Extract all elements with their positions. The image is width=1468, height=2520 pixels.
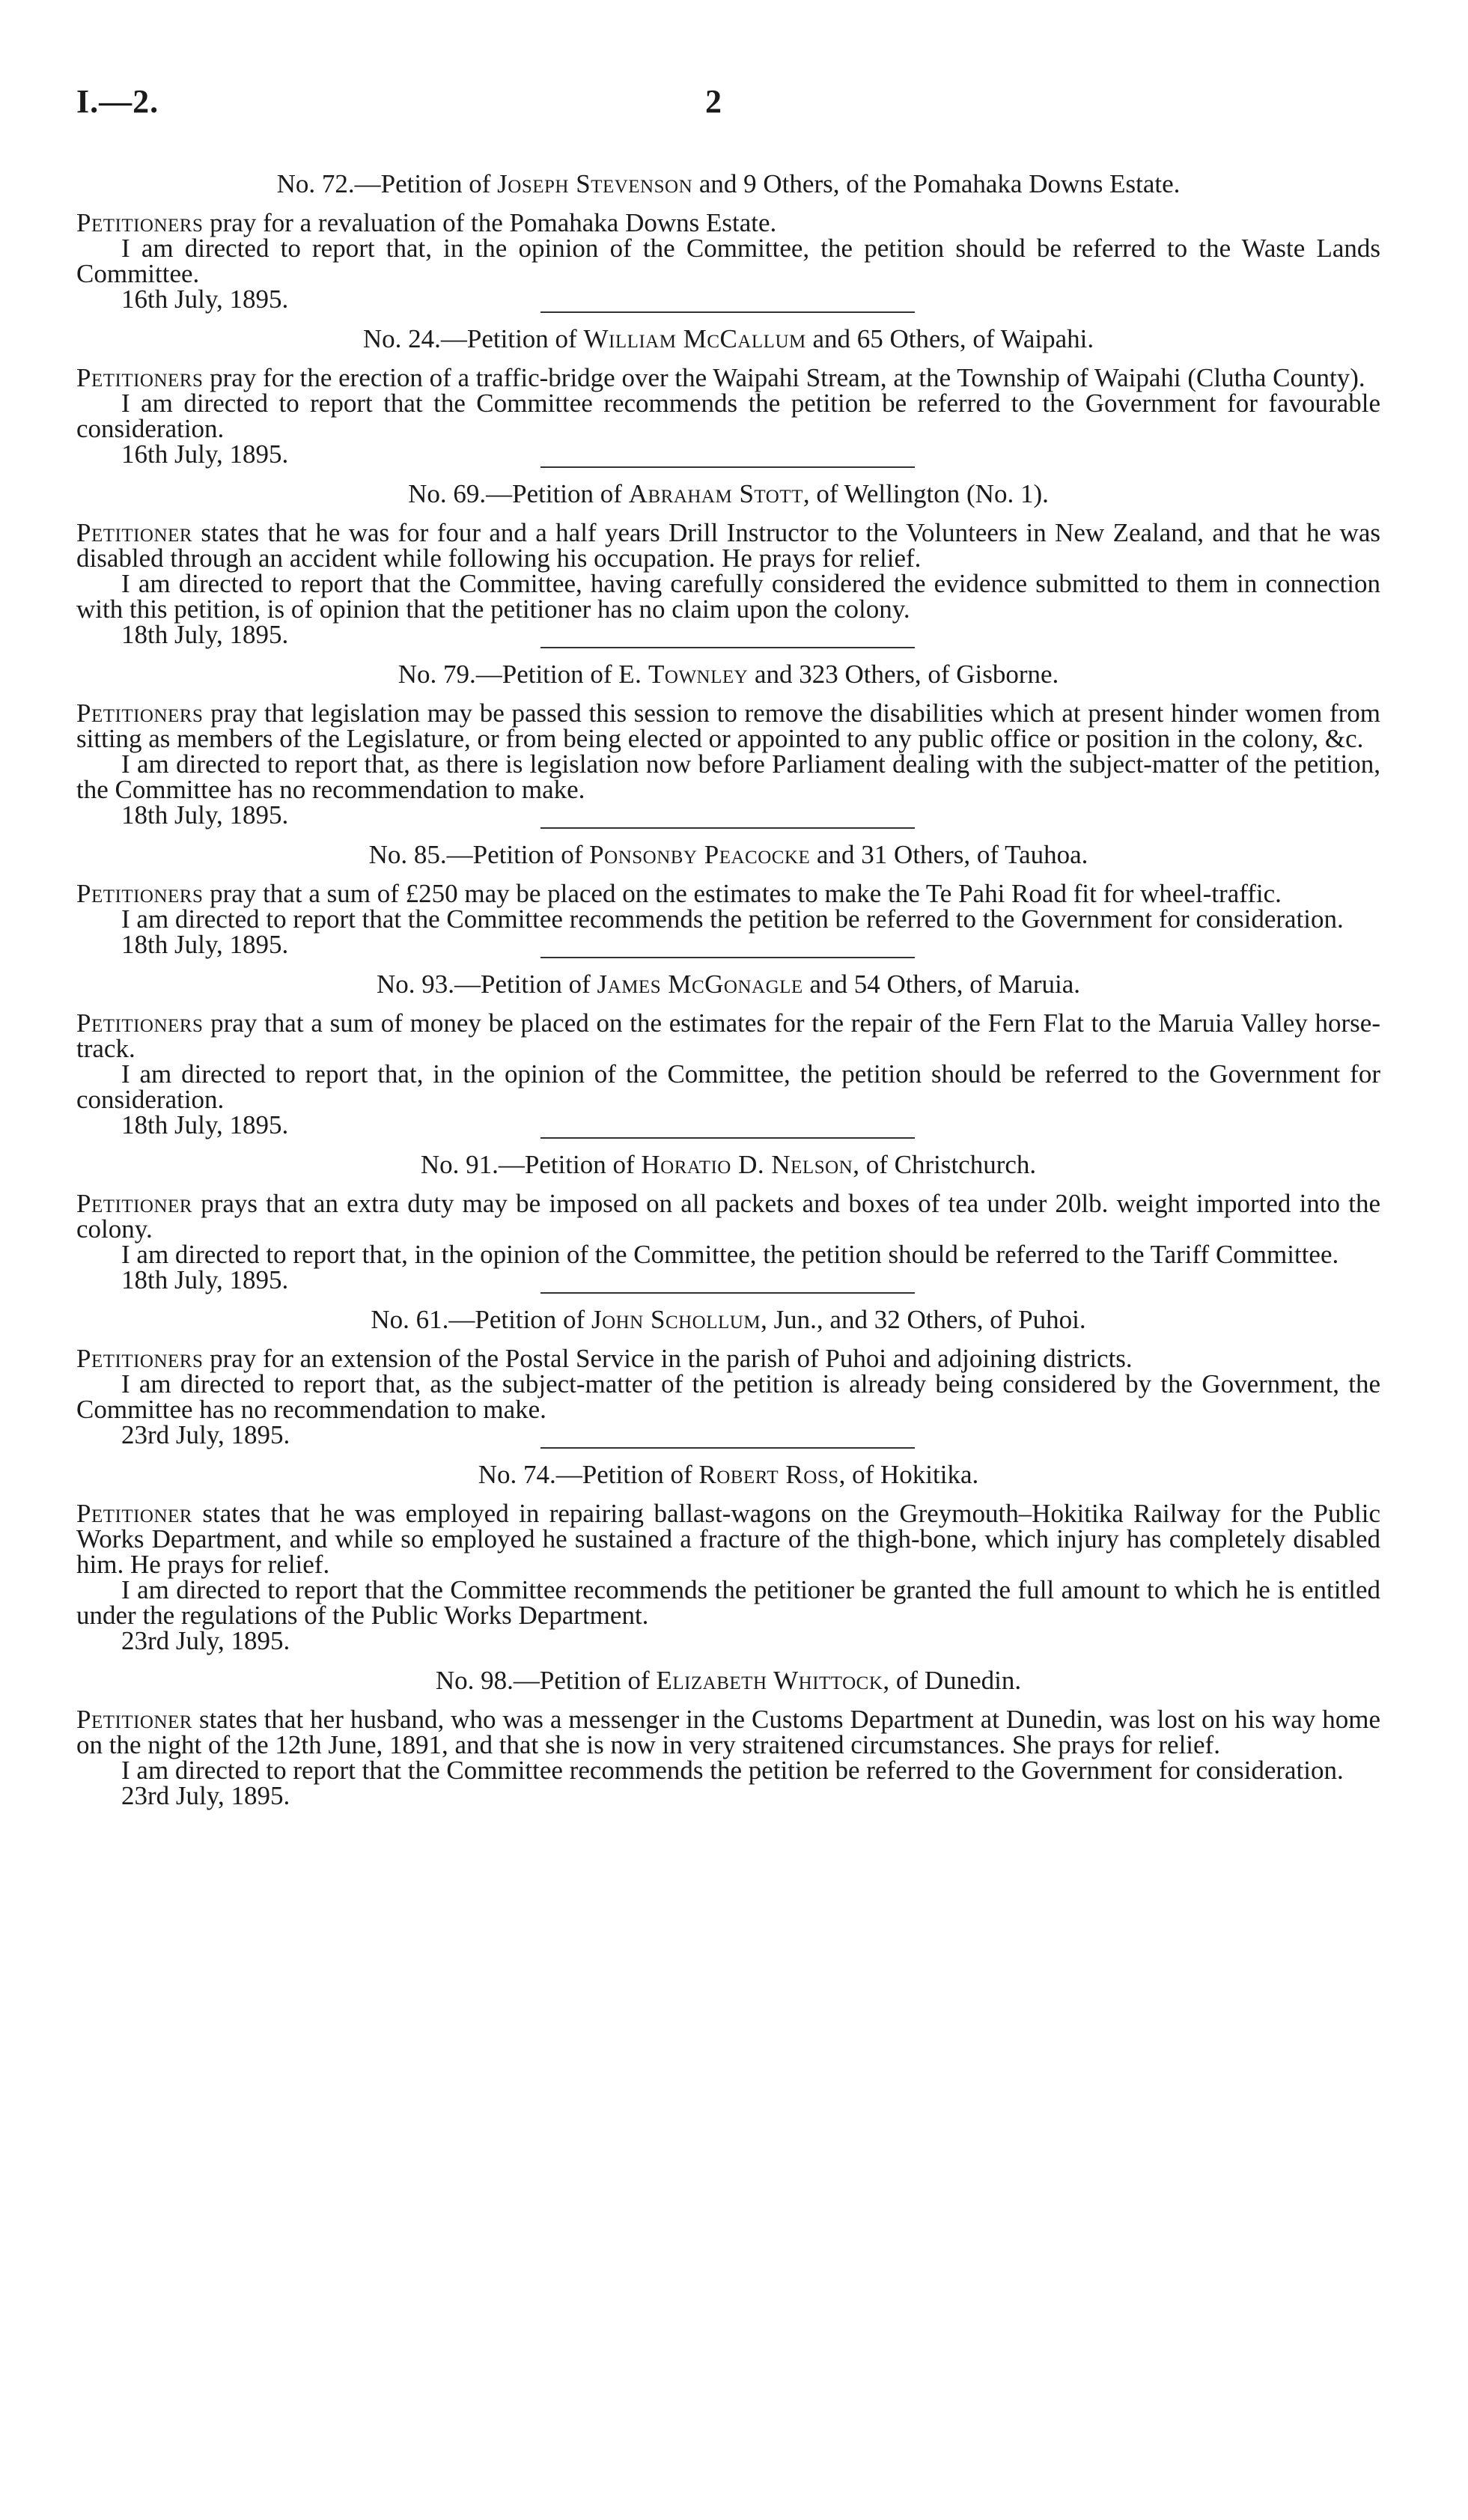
- committee-report: I am directed to report that the Committee recommends the petition be referred to the Government for favourable consideration.: [76, 389, 1380, 443]
- section-divider: [540, 1292, 915, 1294]
- petition-origin: and 323 Others, of Gisborne.: [748, 660, 1059, 689]
- report-date: 18th July, 1895.: [121, 1265, 289, 1294]
- report-date-line: [76, 284, 1380, 314]
- petition-statement: [76, 881, 1380, 907]
- petition-title: [76, 324, 1380, 354]
- petition-statement: [76, 1008, 1380, 1063]
- petitioner-name: Joseph Stevenson: [497, 169, 693, 198]
- page-number: 2: [705, 83, 722, 120]
- petition-entry: [76, 1666, 1380, 1809]
- petitioner-label: Petitioners: [76, 1344, 204, 1373]
- petition-number: No. 93.—Petition of: [376, 970, 597, 999]
- petition-origin: , of Wellington (No. 1).: [802, 479, 1049, 508]
- petition-origin: and 31 Others, of Tauhoa.: [810, 840, 1088, 869]
- section-divider: [540, 1447, 915, 1449]
- petitioner-label: Petitioners: [76, 208, 204, 237]
- report-date-line: [76, 1110, 1380, 1139]
- petition-title: [76, 479, 1380, 509]
- report-date-line: [76, 622, 1380, 648]
- page-header: [76, 82, 1380, 135]
- petitioner-name: William McCallum: [583, 324, 806, 353]
- petition-origin: , of Christchurch.: [853, 1150, 1037, 1179]
- report-date: 23rd July, 1895.: [121, 1420, 290, 1449]
- section-divider: [540, 311, 915, 313]
- petition-entry: [76, 1460, 1380, 1654]
- petition-number: No. 79.—Petition of: [398, 660, 619, 689]
- report-date-line: [76, 1628, 1380, 1654]
- report-date: 16th July, 1895.: [121, 439, 289, 469]
- petitioner-name: E. Townley: [618, 660, 749, 689]
- section-divider: [540, 1137, 915, 1139]
- petition-title: [76, 660, 1380, 690]
- report-date-line: [76, 1783, 1380, 1809]
- petition-statement: [76, 1346, 1380, 1372]
- petition-entry: [76, 479, 1380, 648]
- petition-number: No. 98.—Petition of: [435, 1666, 657, 1695]
- committee-report: I am directed to report that, in the opinion of the Committee, the petition should be referred to the Tariff Committee.: [121, 1240, 1339, 1269]
- petition-statement: [76, 701, 1380, 752]
- petition-statement: [76, 210, 1380, 236]
- petition-number: No. 74.—Petition of: [478, 1460, 699, 1489]
- petitioner-name: James McGonagle: [597, 970, 803, 999]
- paper-reference: I.—2.: [76, 83, 159, 120]
- committee-report: I am directed to report that the Committee recommends the petitioner be granted the full amount to which he is entitled under the regulations of the Public Works Department.: [76, 1575, 1380, 1630]
- committee-report: I am directed to report that the Committee recommends the petition be referred to the Government for consideration.: [121, 904, 1344, 934]
- report-date: 18th July, 1895.: [121, 620, 289, 649]
- petition-statement: [76, 365, 1380, 391]
- statement-text: pray for the erection of a traffic-bridge over the Waipahi Stream, at the Township of Waipahi (Clutha County).: [203, 363, 1365, 392]
- petitioner-label: Petitioner: [76, 1705, 192, 1734]
- petition-entry: [76, 324, 1380, 467]
- statement-text: pray that a sum of money be placed on the estimates for the repair of the Fern Flat to the Maruia Valley horse-track.: [76, 1008, 1380, 1063]
- section-divider: [540, 957, 915, 958]
- petition-number: No. 24.—Petition of: [362, 324, 584, 353]
- petition-origin: and 54 Others, of Maruia.: [802, 970, 1081, 999]
- report-date: 18th July, 1895.: [121, 800, 289, 830]
- petition-number: No. 91.—Petition of: [420, 1150, 642, 1179]
- petition-entry: [76, 660, 1380, 828]
- petitioner-name: Ponsonby Peacocke: [589, 840, 811, 869]
- petitioner-name: Robert Ross: [698, 1460, 839, 1489]
- petitioner-label: Petitioner: [76, 1189, 192, 1218]
- report-date-line: [76, 439, 1380, 469]
- statement-text: states that her husband, who was a messenger in the Customs Department at Dunedin, was lost on his way home on the night of the 12th June, 1891, and that she is now in very straitened circumstances. She prays for relief.: [76, 1705, 1380, 1759]
- report-date: 23rd July, 1895.: [121, 1626, 290, 1655]
- petition-title: [76, 1666, 1380, 1696]
- report-date-line: [76, 1422, 1380, 1448]
- petition-statement: [76, 1707, 1380, 1758]
- committee-report: I am directed to report that the Committee, having carefully considered the evidence submitted to them in connection with this petition, is of opinion that the petitioner has no claim upon the colony.: [76, 569, 1380, 624]
- petition-number: No. 72.—Petition of: [276, 169, 498, 198]
- petitioner-label: Petitioner: [76, 518, 192, 547]
- statement-text: pray for an extension of the Postal Service in the parish of Puhoi and adjoining districts.: [203, 1344, 1133, 1373]
- committee-report: I am directed to report that, as there is legislation now before Parliament dealing with the subject-matter of the petition, the Committee has no recommendation to make.: [76, 749, 1380, 804]
- petitioner-name: Abraham Stott: [628, 479, 803, 508]
- committee-report: I am directed to report that, in the opinion of the Committee, the petition should be referred to the Government for consideration.: [76, 1059, 1380, 1114]
- section-divider: [540, 647, 915, 648]
- petition-origin: , of Dunedin.: [883, 1666, 1022, 1695]
- section-divider: [540, 466, 915, 468]
- report-date: 23rd July, 1895.: [121, 1781, 290, 1810]
- petitioner-name: John Schollum: [591, 1305, 761, 1334]
- petitioner-label: Petitioners: [76, 699, 204, 728]
- petition-statement: [76, 1191, 1380, 1242]
- petition-entry: [76, 970, 1380, 1138]
- report-date-line: [76, 932, 1380, 958]
- petitioner-label: Petitioners: [76, 879, 204, 908]
- petition-entry: [76, 1150, 1380, 1293]
- petition-title: [76, 970, 1380, 999]
- petition-statement: [76, 520, 1380, 571]
- petition-origin: and 65 Others, of Waipahi.: [805, 324, 1094, 353]
- petition-origin: , of Hokitika.: [838, 1460, 979, 1489]
- petition-title: [76, 1305, 1380, 1335]
- committee-report: I am directed to report that, as the subject-matter of the petition is already being considered by the Government, the Committee has no recommendation to make.: [76, 1369, 1380, 1424]
- statement-text: pray for a revaluation of the Pomahaka Downs Estate.: [203, 208, 777, 237]
- petition-origin: and 9 Others, of the Pomahaka Downs Estate.: [692, 169, 1181, 198]
- petition-statement: [76, 1501, 1380, 1577]
- report-date: 16th July, 1895.: [121, 284, 289, 314]
- committee-report: I am directed to report that, in the opinion of the Committee, the petition should be referred to the Waste Lands Committee.: [76, 234, 1380, 288]
- petitioner-name: Horatio D. Nelson: [641, 1150, 853, 1179]
- petition-title: [76, 1150, 1380, 1180]
- petitioner-label: Petitioner: [76, 1499, 192, 1528]
- committee-report: I am directed to report that the Committee recommends the petition be referred to the Government for consideration.: [121, 1756, 1344, 1785]
- petitioner-label: Petitioners: [76, 363, 204, 392]
- petition-entry: [76, 1305, 1380, 1448]
- petition-entry: [76, 840, 1380, 958]
- petitioner-name: Elizabeth Whittock: [656, 1666, 883, 1695]
- statement-text: pray that a sum of £250 may be placed on the estimates to make the Te Pahi Road fit for wheel-traffic.: [203, 879, 1282, 908]
- statement-text: states that he was for four and a half years Drill Instructor to the Volunteers in New Zealand, and that he was disabled through an accident while following his occupation. He prays for relief.: [76, 518, 1380, 573]
- statement-text: pray that legislation may be passed this session to remove the disabilities which at present hinder women from sitting as members of the Legislature, or from being elected or appointed to any public office or position in the colony, &c.: [76, 699, 1380, 753]
- report-date-line: [76, 1267, 1380, 1293]
- petition-title: [76, 840, 1380, 870]
- petition-entry: [76, 169, 1380, 312]
- petition-origin: , Jun., and 32 Others, of Puhoi.: [761, 1305, 1086, 1334]
- petition-title: [76, 169, 1380, 199]
- section-divider: [540, 827, 915, 829]
- statement-text: states that he was employed in repairing ballast-wagons on the Greymouth–Hokitika Railway for the Public Works Department, and while so employed he sustained a fracture of the thigh-bone, which injury has completely disabled him. He prays for relief.: [76, 1499, 1380, 1579]
- document-page: [76, 82, 1380, 1821]
- report-date: 18th July, 1895.: [121, 1110, 289, 1139]
- petition-number: No. 69.—Petition of: [408, 479, 629, 508]
- petition-number: No. 85.—Petition of: [368, 840, 590, 869]
- petitioner-label: Petitioners: [76, 1008, 204, 1038]
- petition-title: [76, 1460, 1380, 1490]
- report-date: 18th July, 1895.: [121, 930, 289, 959]
- petition-number: No. 61.—Petition of: [371, 1305, 591, 1334]
- statement-text: prays that an extra duty may be imposed on all packets and boxes of tea under 20lb. weight imported into the colony.: [76, 1189, 1380, 1244]
- report-date-line: [76, 800, 1380, 830]
